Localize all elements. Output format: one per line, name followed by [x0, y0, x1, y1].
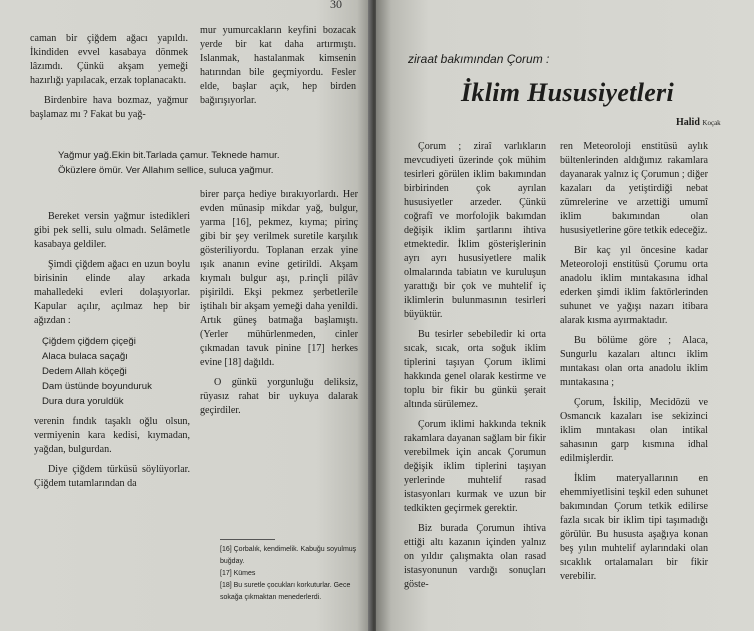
- right-column-bottom: [200, 188, 358, 424]
- paragraph: Çorum, İskilip, Mecidözü ve Osmancık kazaları ise sekizinci iklim mıntakası olan intikal sahasının garp kısmına idhal edilmişlerdir.: [560, 397, 708, 464]
- author-name: Halid: [676, 117, 700, 128]
- paragraph: Birdenbire hava bozmaz, yağmur başlamaz mı ? Fakat bu yağ-: [30, 95, 188, 120]
- paragraph: verenin fındık taşaklı oğlu olsun, vermiyenin kara kedisi, kıymadan, yağdan, bulgurdan.: [34, 416, 190, 455]
- paragraph: Bir kaç yıl öncesine kadar Meteoroloji enstitüsü Çorumu orta anadolu iklim mıntakasına idhal ederken şimdi iklim faktörlerinden suhunet ve yağışı nazarı itibara alarak kısma ayırmaktadır.: [560, 245, 708, 326]
- verse-line: Yağmur yağ.Ekin bit.Tarlada çamur. Teknede hamur.: [58, 150, 280, 161]
- paragraph: Bereket versin yağmur istedikleri gibi pek selli, sulu olmadı. Selâmetle kasabaya geldiler.: [34, 211, 190, 250]
- paragraph: Çorum iklimi hakkında teknik rakamlara dayanan sağlam bir fikir verebilmek için ancak Çorumun değişik iklim tiplerini taşıyan yerlerinde muhtelif rasad istasyonları kurmak ve uzun bir tedkikten geçirmek gerektir.: [404, 419, 546, 514]
- poem-line: Dam üstünde boyunduruk: [42, 381, 152, 392]
- paragraph: Bu bölüme göre ; Alaca, Sungurlu kazaları altıncı iklim mıntakası olan orta anadolu iklim mıntakasına ;: [560, 335, 708, 388]
- article-column-1: [404, 140, 546, 598]
- poem-line: Çiğdem çiğdem çiçeği: [42, 336, 136, 347]
- right-column-top: [200, 24, 356, 114]
- paragraph: Çorum ; ziraî varlıkların mevcudiyeti üzerinde çok mühim tesirleri görülen iklim bakımından birbirinden çok ayrılan hususiyetler arzeder. Çünkü coğrafî ve morfolojik bakımdan değişik iklim şartlarını ihtiva etmektedir. İklim gösterişlerinin ayrı ayrı hususiyetlere malik olmalarında tabiatın ve kuruluşun yarattığı bir çok ve muhtelif iç iklimlerin bulunmasının tesirleri büyüktür.: [404, 141, 546, 320]
- verse-line: Öküzlere ömür. Ver Allahım sellice, suluca yağmur.: [58, 165, 274, 176]
- paragraph: Bu tesirler sebebiledir ki orta sıcak, sıcak, orta soğuk iklim tiplerini taşıyan Çorum iklimi hakkında genel olarak kestirme ve toplu bir fikir bu günkü şerait altında sürülemez.: [404, 329, 546, 410]
- paragraph: birer parça hediye bırakıyorlardı. Her evden münasip mikdar yağ, bulgur, yarma [16], pekmez, kıyma; pirinç gibi bir şey verilmek suretile karşılık gösteriliyordu. Toplanan erzak yine ışık ananın evine getirildi. Akşam kıymalı bulgur aşı, p.rinçli pilâv pişirildi. Ekşi pekmez şerbetlerile iştihalı bir akşam yemeği daha yenildi. Artık güneş batmağa başlamıştı. (Yerler mühürlenmeden, cinler çıkmadan tavuk pinine [17] herkes evine [18] dağıldı.: [200, 189, 358, 368]
- footnote: [16] Çorbalık, kendimelik. Kabuğu soyulmuş buğday.: [220, 546, 357, 565]
- poem-line: Dedem Allah köçeği: [42, 366, 127, 377]
- paragraph: Biz burada Çorumun ihtiva ettiği altı kazanın içinden yalnız on yıldır çalışmakta olan rasad istasyonunun vardığı sonuçları göste-: [404, 523, 546, 590]
- paragraph: ren Meteoroloji enstitüsü aylık bültenlerinden aldığımız rakamlara dayanarak yalnız iç Çorumun ; diğer kazaları da yetiştirdiği nebat zümrelerine ve arzettiği umumî iklim bakımından olan hususiyetlerine göre tetkik edeceğiz.: [560, 141, 708, 236]
- right-page: [376, 0, 754, 631]
- page-number: 30: [330, 0, 342, 11]
- article-kicker: ziraat bakımından Çorum :: [408, 52, 550, 66]
- paragraph: mur yumurcakların keyfini bozacak yerde bir kat daha artırmıştı. Islanmak, hastalanmak kimsenin hatırından bile geçmiyordu. Fesler elde, başlar açık, hep birden bağırışıyorlar.: [200, 25, 356, 106]
- rain-verse: [58, 148, 328, 178]
- cigdem-poem: [34, 334, 190, 409]
- footnote-divider: [220, 539, 275, 540]
- poem-line: Dura dura yoruldük: [42, 396, 124, 407]
- article-author: [676, 117, 721, 128]
- footnote: [17] Kümes: [220, 570, 256, 577]
- paragraph: Şimdi çiğdem ağacı en uzun boylu birisinin elinde alay arkada mahalledeki evleri dolaşıyorlar. Kapular açılır, açılmaz hep bir ağızdan :: [34, 259, 190, 326]
- article-column-2: [560, 140, 708, 590]
- footnotes: [220, 544, 365, 604]
- footnote: [18] Bu suretle çocukları korkuturlar. Gece sokağa çıkmaktan menederlerdi.: [220, 582, 351, 601]
- left-column-top: [30, 32, 188, 122]
- paragraph: Diye çiğdem türküsü söylüyorlar. Çiğdem tutamlarından da: [34, 464, 190, 489]
- author-surname: Koçak: [702, 119, 721, 127]
- left-column-bottom: [34, 210, 190, 497]
- paragraph: İklim materyallarının en ehemmiyetlisini teşkil eden suhunet bakımından Çorum tetkik edilirse fazla sıcak bir iklim tipi taşımadığı görülür. Bu hususta aşağıya konan beş yılın muhtelif aylarındaki olan sıcaklık ortalamaları bir fikir verebilir.: [560, 473, 708, 582]
- left-page: [0, 0, 372, 631]
- paragraph: caman bir çiğdem ağacı yapıldı. İkindiden evvel kasabaya dönmek lâzımdı. Çünkü akşam yemeği hazırlığı yapılacak, erzak toplanacaktı.: [30, 33, 188, 86]
- poem-line: Alaca bulaca saçağı: [42, 351, 128, 362]
- article-title: İklim Hususiyetleri: [461, 78, 675, 107]
- paragraph: O günkü yorgunluğu deliksiz, rüyasız rahat bir uykuya dalarak geçirdiler.: [200, 377, 358, 416]
